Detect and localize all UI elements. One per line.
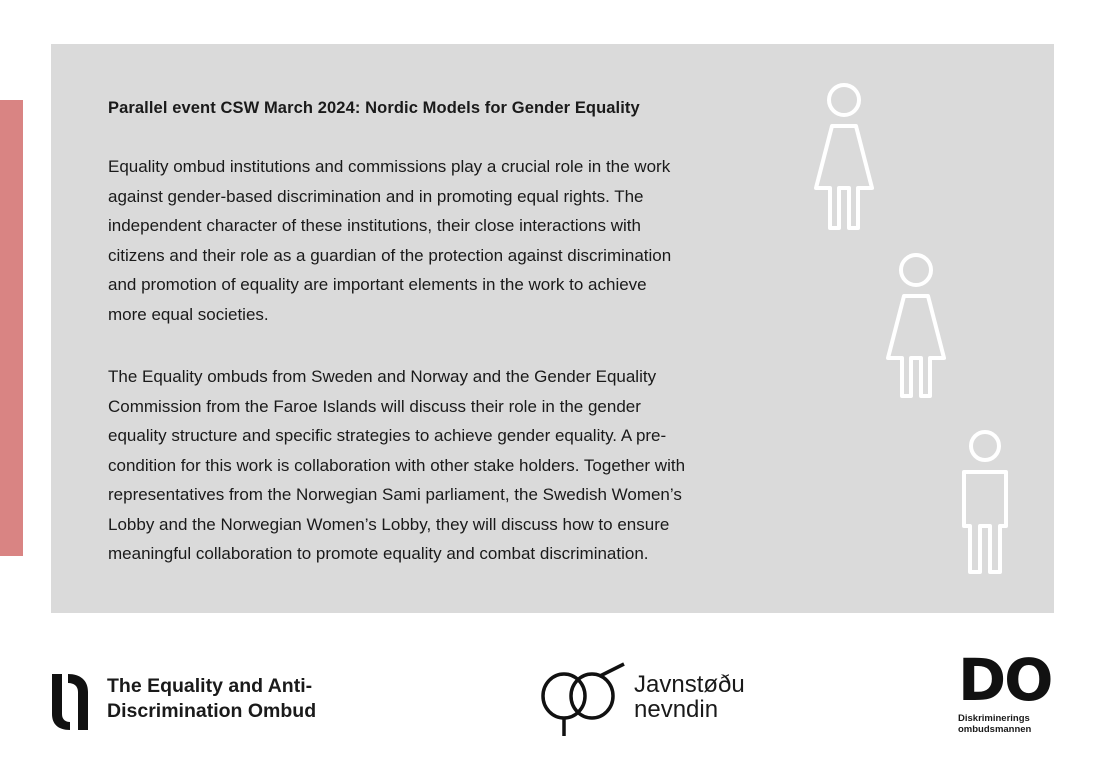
paragraph-line: Commission from the Faroe Islands will discuss their role in the gender [108,396,641,416]
javnstodu-logo-text [634,672,745,722]
paragraph-line: and promotion of equality are important elements in the work to achieve [108,275,647,294]
event-title: Parallel event CSW March 2024: Nordic Models for Gender Equality [108,99,640,117]
ombud-logo-text [107,674,316,723]
paragraph-details [108,362,685,569]
paragraph-line: condition for this work is collaboration with other stake holders. Together with [108,455,686,475]
paragraph-line: representatives from the Norwegian Sami parliament, the Swedish Women’s [108,485,682,504]
man-figure-icon [950,426,1020,578]
woman-figure-icon [808,80,880,232]
logo-line: Javnstøðu [634,671,745,698]
paragraph-line: The Equality ombuds from Sweden and Norway and the Gender Equality [108,367,657,386]
do-logo-mark: DO [958,650,1052,706]
paragraph-line: equality structure and specific strategies to achieve gender equality. A pre- [108,426,667,445]
paragraph-line: Lobby and the Norwegian Women’s Lobby, they will discuss how to ensure [108,514,670,534]
paragraph-line: meaningful collaboration to promote equality and combat discrimination. [108,544,649,563]
woman-figure-icon [880,250,952,402]
paragraph-line: more equal societies. [108,304,269,324]
accent-bar [0,100,23,556]
paragraph-intro [108,152,671,329]
paragraph-line: citizens and their role as a guardian of the protection against discrimination [108,245,672,265]
ombud-logo-icon [50,672,94,732]
logo-line: Diskriminerings [958,713,1030,724]
logo-line: The Equality and Anti- [107,675,313,697]
logo-line: Discrimination Ombud [107,699,317,722]
paragraph-line: Equality ombud institutions and commissions play a crucial role in the work [108,157,671,176]
do-logo-text [958,713,1031,735]
javnstodu-logo-icon [538,662,630,738]
paragraph-line: independent character of these institutions, their close interactions with [108,216,641,235]
paragraph-line: against gender-based discrimination and in promoting equal rights. The [108,186,644,206]
logo-line: nevndin [634,696,719,723]
do-logo-icon [958,650,1054,706]
logo-line: ombudsmannen [958,724,1032,735]
